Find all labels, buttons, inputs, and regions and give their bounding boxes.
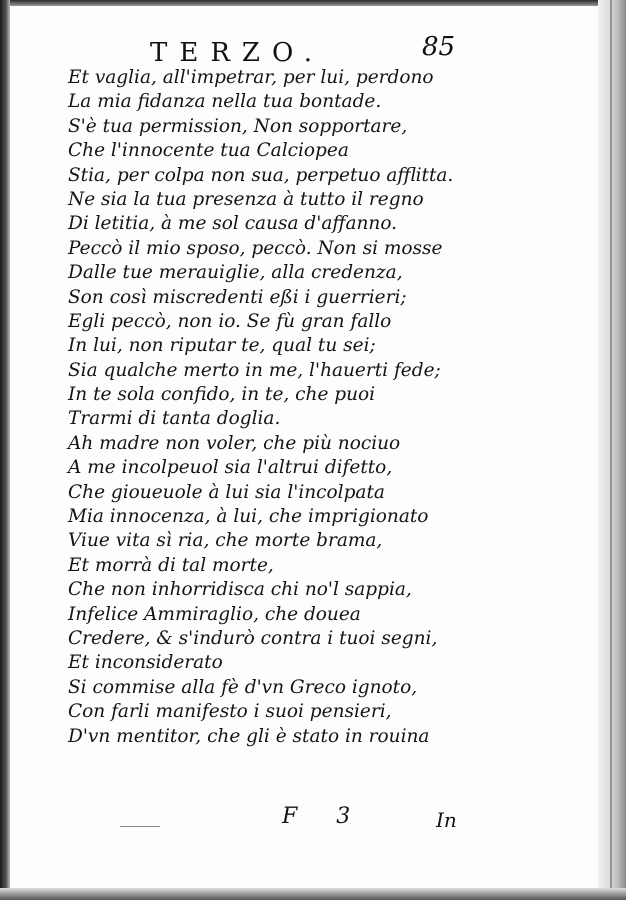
verse-line: D'vn mentitor, che gli è stato in rouina bbox=[68, 725, 430, 747]
margin-rule bbox=[120, 826, 160, 827]
verse-line: Et morrà di tal morte, bbox=[68, 554, 274, 576]
verse-line: Sia qualche merto in me, l'hauerti fede; bbox=[68, 359, 441, 381]
page-right-gutter bbox=[598, 0, 626, 900]
page-right-edge-line bbox=[610, 0, 612, 900]
verse-line: Dalle tue merauiglie, alla credenza, bbox=[68, 262, 403, 284]
signature-mark: F 3 bbox=[282, 804, 367, 829]
catchword: In bbox=[436, 808, 457, 832]
verse-line: S'è tua permission, Non sopportare, bbox=[68, 115, 408, 137]
verse-line: Infelice Ammiraglio, che douea bbox=[68, 603, 361, 625]
verse-line: Ah madre non voler, che più nociuo bbox=[68, 432, 401, 454]
verse-line: Et inconsiderato bbox=[68, 652, 223, 674]
verse-line: Di letitia, à me sol causa d'affanno. bbox=[68, 213, 398, 235]
verse-line: Viue vita sì ria, che morte brama, bbox=[68, 530, 383, 552]
verse-line: Son così miscredenti eßi i guerrieri; bbox=[68, 286, 407, 308]
page-top-shadow bbox=[0, 0, 626, 6]
page-number: 85 bbox=[422, 32, 456, 62]
verse-line: In lui, non riputar te, qual tu sei; bbox=[68, 335, 376, 357]
verse-line: Et vaglia, all'impetrar, per lui, perdono bbox=[68, 67, 434, 88]
verse-line: La mia fidanza nella tua bontade. bbox=[68, 91, 382, 113]
verse-line: Che l'innocente tua Calciopea bbox=[68, 140, 349, 162]
verse-line: Si commise alla fè d'vn Greco ignoto, bbox=[68, 676, 418, 698]
verse-line: In te sola confido, in te, che puoi bbox=[68, 384, 376, 406]
page-bottom-shadow bbox=[0, 888, 626, 900]
verse-line: Che non inhorridisca chi no'l sappia, bbox=[68, 579, 412, 601]
verse-line: Stia, per colpa non sua, perpetuo afflitta. bbox=[68, 164, 454, 186]
verse-text-block bbox=[68, 66, 454, 749]
verse-line: Mia innocenza, à lui, che imprigionato bbox=[68, 506, 429, 528]
verse-line: Trarmi di tanta doglia. bbox=[68, 408, 281, 430]
verse-line: Egli peccò, non io. Se fù gran fallo bbox=[68, 310, 392, 332]
verse-line: Ne sia la tua presenza à tutto il regno bbox=[68, 188, 424, 210]
running-head: TERZO. bbox=[150, 38, 325, 68]
verse-line: Peccò il mio sposo, peccò. Non si mosse bbox=[68, 237, 443, 259]
verse-line: Credere, & s'indurò contra i tuoi segni, bbox=[68, 627, 438, 649]
verse-line: A me incolpeuol sia l'altrui difetto, bbox=[68, 457, 393, 479]
verse-line: Che gioueuole à lui sia l'incolpata bbox=[68, 481, 385, 503]
verse-line: Con farli manifesto i suoi pensieri, bbox=[68, 701, 392, 723]
page-left-shadow bbox=[0, 0, 10, 900]
